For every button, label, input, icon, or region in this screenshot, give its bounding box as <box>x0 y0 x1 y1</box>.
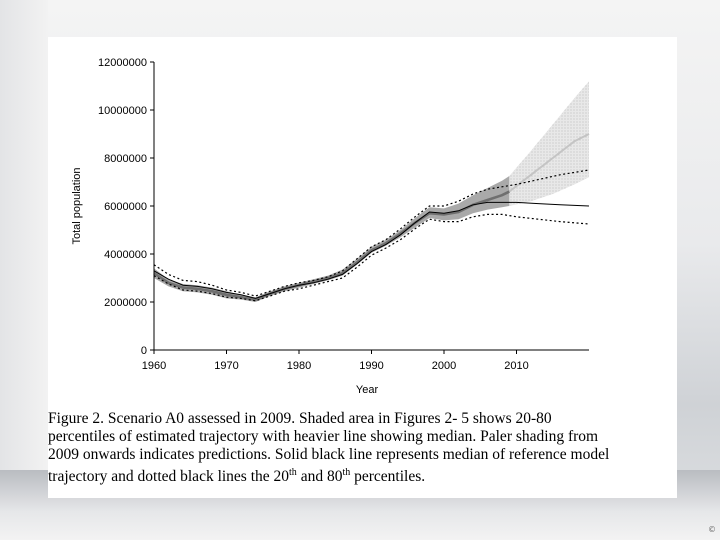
y-tick-label: 6000000 <box>104 201 147 213</box>
slide-background-left <box>0 0 48 540</box>
y-tick-label: 2000000 <box>104 297 147 309</box>
caption-sup-1: th <box>289 467 297 478</box>
x-axis-title: Year <box>355 384 379 396</box>
caption-line-1: Figure 2. Scenario A0 assessed in 2009. Shaded area in Figures 2- 5 shows 20-80 <box>48 410 552 427</box>
caption-line-3: 2009 onwards indicates predictions. Solid black line represents median of reference model <box>48 446 610 463</box>
y-tick-label: 4000000 <box>104 249 147 261</box>
y-axis-title: Total population <box>71 167 83 245</box>
y-tick-label: 0 <box>140 345 147 357</box>
caption-line-4-part-b: and 80 <box>296 468 343 486</box>
caption-line-2: percentiles of estimated trajectory with heavier line showing median. Paler shading from <box>48 428 599 445</box>
figure-panel <box>48 37 677 498</box>
y-tick-label: 12000000 <box>98 57 147 69</box>
estimated-band <box>154 176 509 302</box>
x-tick-label: 1970 <box>214 360 239 372</box>
x-tick-label: 1990 <box>359 360 384 372</box>
caption-line-4-part-a: trajectory and dotted black lines the 20 <box>48 468 290 486</box>
x-tick-label: 1980 <box>286 360 312 372</box>
y-tick-label: 8000000 <box>104 153 147 165</box>
caption-line-4-part-c: percentiles. <box>350 468 426 486</box>
predicted-band <box>509 81 589 206</box>
figure-caption <box>48 410 677 486</box>
x-tick-label: 1960 <box>141 360 167 372</box>
population-chart <box>48 37 677 409</box>
x-tick-label: 2010 <box>504 360 529 372</box>
x-tick-label: 2000 <box>431 360 457 372</box>
y-tick-label: 10000000 <box>98 105 147 117</box>
reference-20th-line <box>154 214 589 300</box>
caption-sup-2: th <box>342 467 351 478</box>
copyright-icon: © <box>708 525 716 534</box>
caption-line-4 <box>48 464 677 486</box>
